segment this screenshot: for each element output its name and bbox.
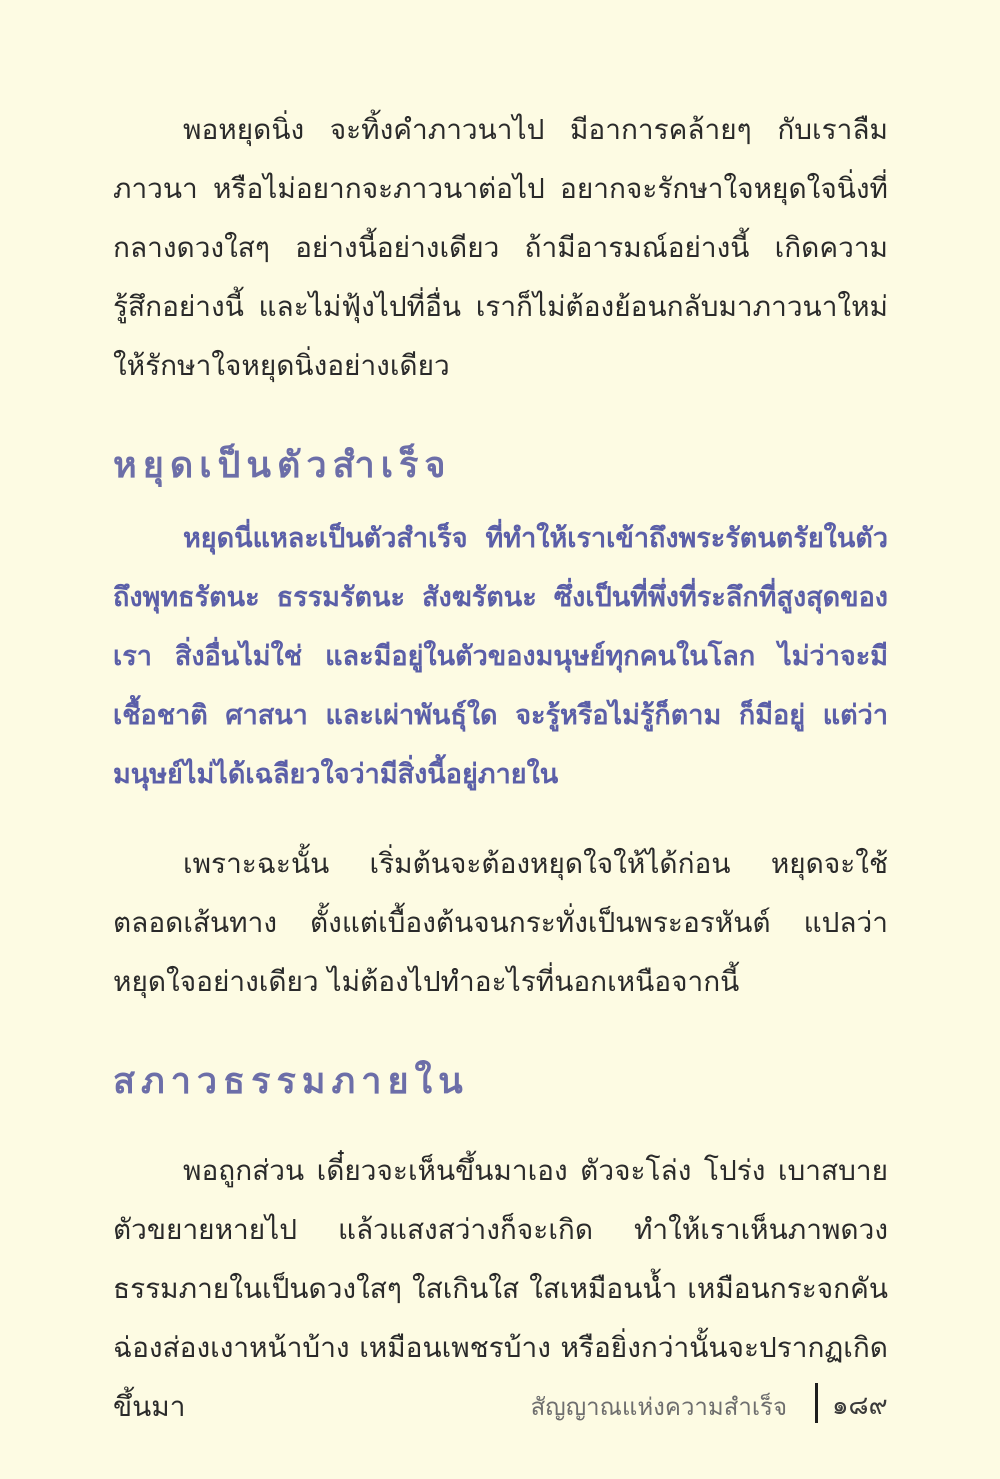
footer-book-title: สัญญาณแห่งความสำเร็จ bbox=[530, 1393, 787, 1421]
paragraph-meditation-stillness: พอหยุดนิ่ง จะทิ้งคำภาวนาไป มีอาการคล้ายๆ กับเราลืมภาวนา หรือไม่อยากจะภาวนาต่อไป อยากจะรักษาใจหยุดใจนิ่งที่กลางดวงใสๆ อย่างนี้อย่างเดียว ถ้ามีอารมณ์อย่างนี้ เกิดความรู้สึกอย่างนี้ และไม่ฟุ้งไปที่อื่น เราก็ไม่ต้องย้อนกลับมาภาวนาใหม่ ให้รักษาใจหยุดนิ่งอย่างเดียว bbox=[113, 113, 888, 382]
paragraph-inner-sphere: พอถูกส่วน เดี๋ยวจะเห็นขึ้นมาเอง ตัวจะโล่ง โปร่ง เบาสบาย ตัวขยายหายไป แล้วแสงสว่างก็จะเกิด ทำให้เราเห็นภาพดวงธรรมภายในเป็นดวงใสๆ ใสเกินใส ใสเหมือนน้ำ เหมือนกระจกคันฉ่องส่องเงาหน้าบ้าง เหมือนเพชรบ้าง หรือยิ่งกว่านั้นจะปรากฏเกิดขึ้นมา bbox=[113, 1154, 888, 1423]
page-content bbox=[113, 100, 888, 1436]
section-heading-inner-dhamma: สภาวธรรมภายใน bbox=[113, 1060, 469, 1102]
page-number: ๑๘๙ bbox=[832, 1391, 888, 1421]
footer-divider bbox=[815, 1383, 818, 1423]
section-heading-stillness-success: หยุดเป็นตัวสำเร็จ bbox=[113, 444, 452, 486]
paragraph-highlighted-triple-gem: หยุดนี่แหละเป็นตัวสำเร็จ ที่ทำให้เราเข้าถึงพระรัตนตรัยในตัว ถึงพุทธรัตนะ ธรรมรัตนะ สังฆรัตนะ ซึ่งเป็นที่พึ่งที่ระลึกที่สูงสุดของเรา สิ่งอื่นไม่ใช่ และมีอยู่ในตัวของมนุษย์ทุกคนในโลก ไม่ว่าจะมีเชื้อชาติ ศาสนา และเผ่าพันธุ์ใด จะรู้หรือไม่รู้ก็ตาม ก็มีอยู่ แต่ว่ามนุษย์ไม่ได้เฉลียวใจว่ามีสิ่งนี้อยู่ภายใน bbox=[113, 523, 888, 790]
paragraph-stillness-path: เพราะฉะนั้น เริ่มต้นจะต้องหยุดใจให้ได้ก่อน หยุดจะใช้ตลอดเส้นทาง ตั้งแต่เบื้องต้นจนกระทั่งเป็นพระอรหันต์ แปลว่าหยุดใจอย่างเดียว ไม่ต้องไปทำอะไรที่นอกเหนือจากนี้ bbox=[113, 847, 888, 998]
page-footer bbox=[0, 1383, 1000, 1427]
